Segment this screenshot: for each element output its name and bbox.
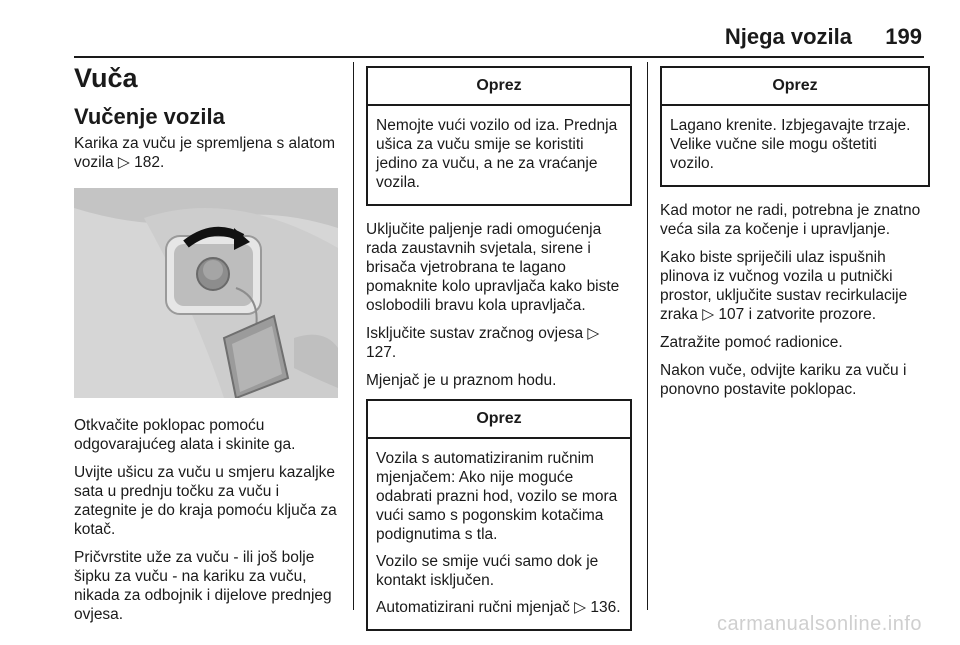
caution-text: Vozilo se smije vući samo dok je kontakt isključen. (376, 553, 599, 589)
engine-off-note: Kad motor ne radi, potrebna je znatno veća sila za kočenje i upravljanje. (660, 202, 921, 238)
column-3 (660, 66, 930, 408)
caution-text: Automatizirani ručni mjenjač ▷ 136. (376, 599, 621, 616)
page-header (0, 0, 960, 58)
column-divider-1 (353, 62, 354, 610)
caution-text: Nemojte vući vozilo od iza. Prednja ušica za vuču smije se koristiti jedino za vuču, a ne za vraćanje vozila. (376, 117, 618, 191)
caution-title: Oprez (368, 401, 630, 439)
column-divider-2 (647, 62, 648, 610)
step-attach-rope: Pričvrstite uže za vuču - ili još bolje šipku za vuču - na kariku za vuču, nikada za odbojnik i dijelove prednjeg ovjesa. (74, 549, 332, 623)
caution-title: Oprez (662, 68, 928, 106)
column-2 (366, 66, 632, 645)
caution-box-automated-gearbox (366, 399, 632, 631)
chapter-heading: Vuča (74, 63, 138, 93)
tow-eye-cover-illustration-icon (74, 188, 338, 398)
column-1 (74, 62, 342, 633)
caution-box-towing-direction (366, 66, 632, 206)
page-number: 199 (885, 24, 922, 49)
ignition-instruction: Uključite paljenje radi omogućenja rada zaustavnih svjetala, sirene i brisača vjetrobrana te lagano pomaknite kolo upravljača kako biste oslobodili bravu kola upravljača. (366, 221, 620, 314)
intro-text: Karika za vuču je spremljena s alatom vozila ▷ 182. (74, 135, 336, 171)
after-towing-instruction: Nakon vuče, odvijte kariku za vuču i ponovno postavite poklopac. (660, 362, 907, 398)
header-rule (74, 56, 924, 58)
watermark: carmanualsonline.info (716, 613, 922, 635)
caution-text: Vozila s automatiziranim ručnim mjenjačem: Ako nije moguće odabrati prazni hod, vozilo se mora vući samo s pogonskim kotačima podignutima s tla. (376, 450, 618, 543)
section-heading: Vučenje vozila (74, 104, 225, 129)
air-suspension-instruction: Isključite sustav zračnog ovjesa ▷ 127. (366, 325, 600, 361)
neutral-gear-instruction: Mjenjač je u praznom hodu. (366, 372, 557, 389)
caution-text: Lagano krenite. Izbjegavajte trzaje. Velike vučne sile mogu oštetiti vozilo. (670, 117, 911, 172)
caution-title: Oprez (368, 68, 630, 106)
section-title: Njega vozila (724, 24, 852, 49)
recirculation-instruction: Kako biste spriječili ulaz ispušnih plinova iz vučnog vozila u putnički prostor, uključite sustav recirkulacije zraka ▷ 107 i zatvorite prozore. (660, 249, 908, 323)
caution-box-gentle-start (660, 66, 930, 187)
step-remove-cover: Otkvačite poklopac pomoću odgovarajućeg alata i skinite ga. (74, 417, 296, 453)
step-screw-in-eye: Uvijte ušicu za vuču u smjeru kazaljke sata u prednju točku za vuču i zategnite je do kraja pomoću ključa za kotač. (74, 464, 337, 538)
workshop-note: Zatražite pomoć radionice. (660, 334, 843, 351)
